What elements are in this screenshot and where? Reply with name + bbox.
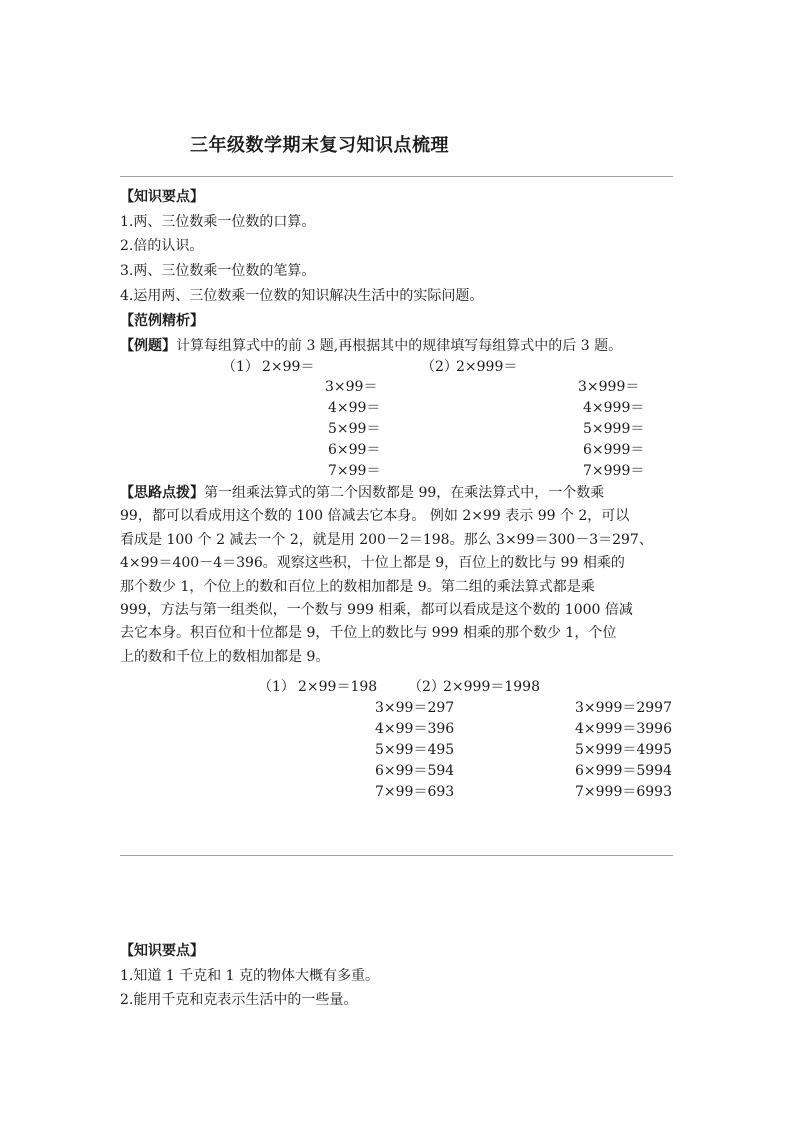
- hint-line: 【思路点拨】第一组乘法算式的第二个因数都是 99，在乘法算式中，一个数乘: [120, 485, 605, 501]
- equation: 7×999＝: [583, 463, 645, 479]
- knowledge-heading: 【知识要点】: [120, 189, 204, 205]
- equation: 5×999＝: [583, 421, 645, 437]
- hint-line: 上的数和千位上的数相加都是 9。: [120, 648, 330, 665]
- knowledge-point: 1.知道 1 千克和 1 克的物体大概有多重。: [120, 968, 379, 984]
- knowledge-point: 2.能用千克和克表示生活中的一些量。: [120, 992, 358, 1008]
- hint-line: 那个数少 1，个位上的数和百位上的数相加都是 9。第二组的乘法算式都是乘: [120, 578, 595, 595]
- example-text: 计算每组算式中的前 3 题,再根据其中的规律填写每组算式中的后 3 题。: [176, 338, 623, 354]
- equation: 5×99＝: [328, 421, 381, 437]
- knowledge-point: 3.两、三位数乘一位数的笔算。: [120, 263, 316, 279]
- equation: 3×99＝: [325, 379, 378, 395]
- hint-paragraph: [120, 482, 678, 669]
- answer-equation: 4×999＝3996: [575, 721, 672, 737]
- hint-line: 999，方法与第一组类似，一个数与 999 相乘，都可以看成是这个数的 1000 倍减: [120, 601, 633, 618]
- equation: 2×99＝: [262, 359, 315, 375]
- equation: 4×99＝: [328, 400, 381, 416]
- answer-equation: 6×999＝5994: [575, 763, 672, 779]
- hint-line: 99，都可以看成用这个数的 100 倍减去它本身。 例如 2×99 表示 99 个 2，可以: [120, 508, 630, 525]
- page-title: 三年级数学期末复习知识点梳理: [190, 135, 449, 156]
- answer-equation: 7×99＝693: [375, 784, 455, 800]
- answer-equation: 7×999＝6993: [575, 784, 672, 800]
- answer-group1-label: （1）: [258, 679, 295, 695]
- answer-equation: 3×99＝297: [375, 700, 455, 716]
- equation: 2×999＝: [456, 359, 518, 375]
- example-question: [120, 336, 622, 356]
- answer-equation: 5×99＝495: [375, 742, 455, 758]
- hint-label: 【思路点拨】: [120, 485, 204, 501]
- section-divider: [120, 855, 673, 856]
- knowledge-point: 4.运用两、三位数乘一位数的知识解决生活中的实际问题。: [120, 288, 484, 304]
- answer-equation: 5×999＝4995: [575, 742, 672, 758]
- equation: 6×999＝: [583, 442, 645, 458]
- knowledge-point: 2.倍的认识。: [120, 238, 204, 254]
- equation: 7×99＝: [328, 463, 381, 479]
- hint-line: 4×99＝400－4＝396。观察这些积，十位上都是 9，百位上的数比与 99 相乘的: [120, 555, 625, 572]
- group2-label: （2）: [421, 359, 458, 375]
- example-section-heading: 【范例精析】: [120, 313, 204, 329]
- answer-equation: 3×999＝2997: [575, 700, 672, 716]
- knowledge-point: 1.两、三位数乘一位数的口算。: [120, 214, 316, 230]
- top-divider: [120, 176, 673, 177]
- answer-equation: 6×99＝594: [375, 763, 455, 779]
- answer-group2-label: （2）: [408, 679, 445, 695]
- equation: 3×999＝: [578, 379, 640, 395]
- group1-label: （1）: [222, 359, 259, 375]
- answer-equation: 2×99＝198: [298, 679, 378, 695]
- answer-equation: 2×999＝1998: [443, 679, 540, 695]
- hint-line: 去它本身。积百位和十位都是 9，千位上的数比与 999 相乘的那个数少 1，个位: [120, 625, 617, 642]
- example-label: 【例题】: [120, 338, 176, 354]
- hint-line: 看成是 100 个 2 减去一个 2，就是用 200－2＝198。那么 3×99＝300－3＝297、: [120, 531, 653, 548]
- knowledge-heading-2: 【知识要点】: [120, 943, 204, 959]
- equation: 4×999＝: [583, 400, 645, 416]
- equation: 6×99＝: [328, 442, 381, 458]
- answer-equation: 4×99＝396: [375, 721, 455, 737]
